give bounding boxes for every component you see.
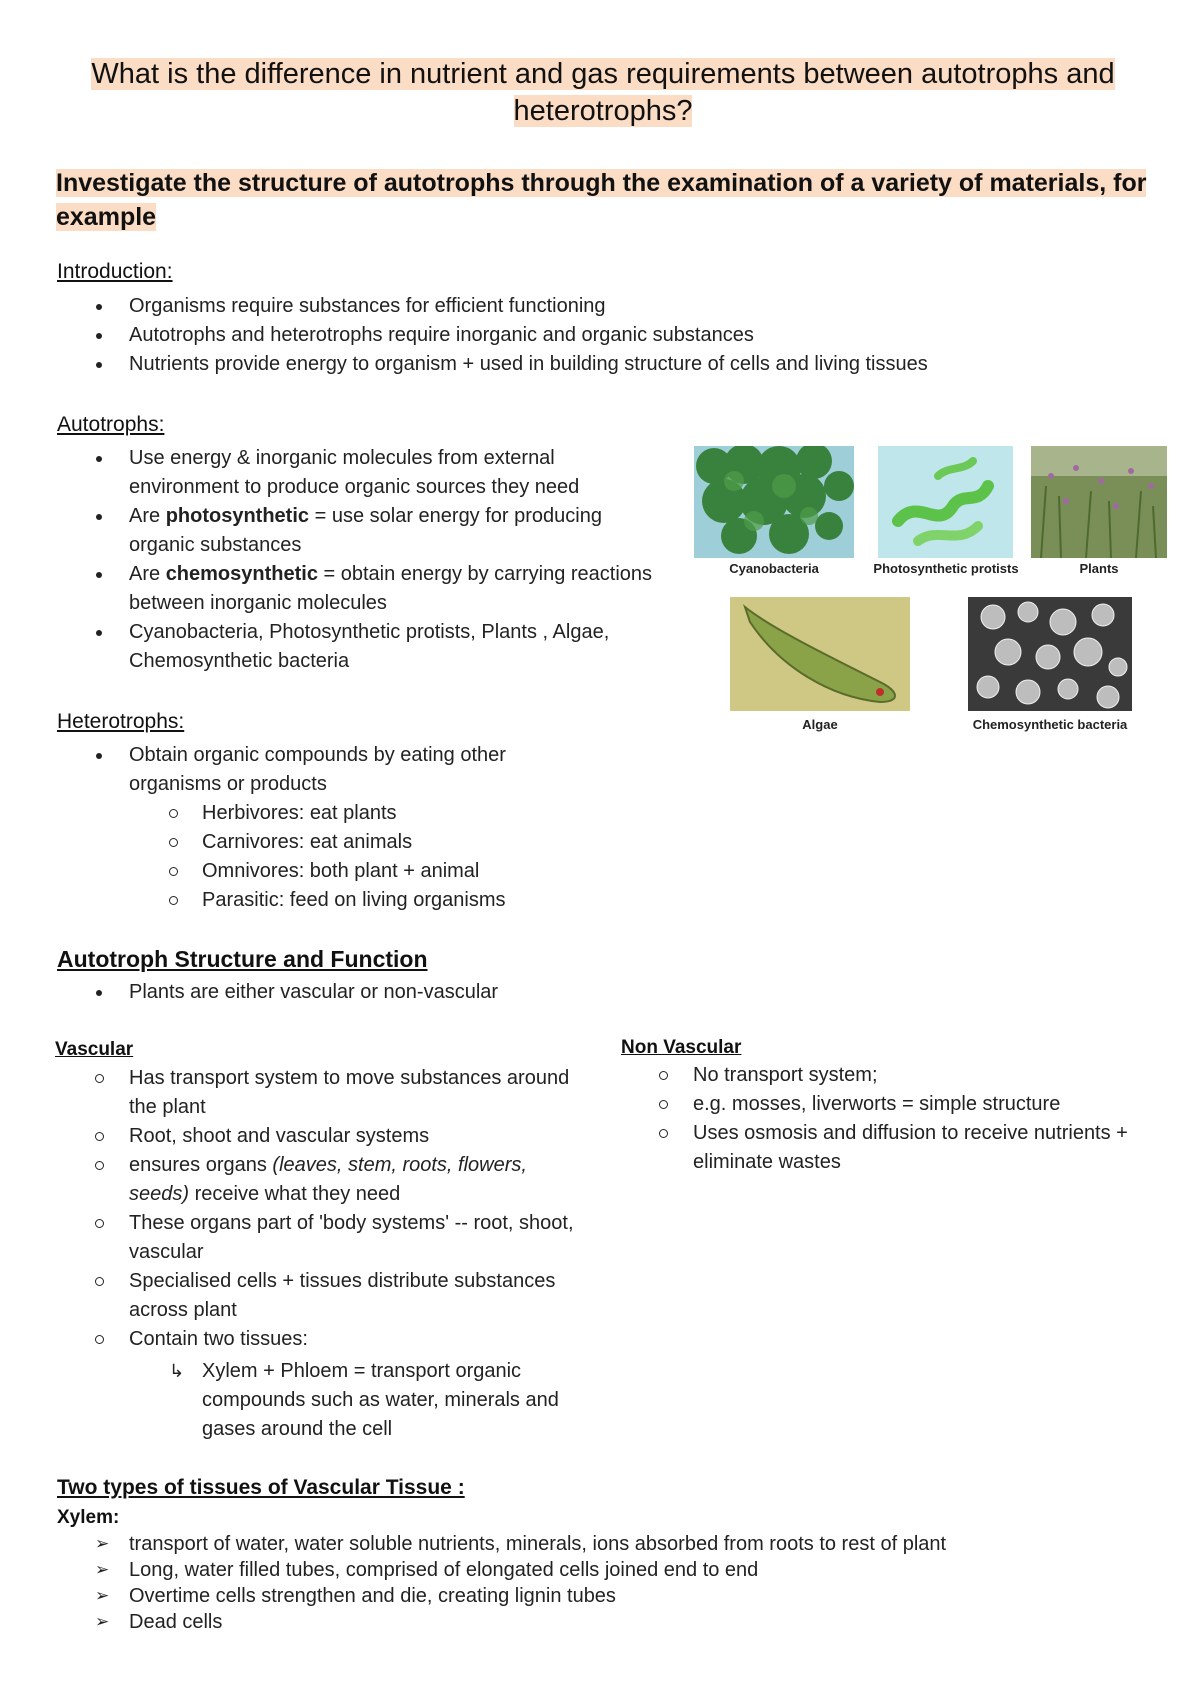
heterotrophs-list [57, 741, 577, 799]
list-item: Cyanobacteria, Photosynthetic protists, Plants , Algae, Chemosynthetic bacteria [57, 618, 667, 676]
cyanobacteria-photo [694, 446, 854, 558]
list-item: ➢ Overtime cells strengthen and die, creating lignin tubes [57, 1583, 1177, 1609]
xylem-label: Xylem: [57, 1507, 120, 1528]
page-title: What is the difference in nutrient and gas requirements between autotrophs and heterotrophs? [91, 58, 1115, 127]
heterotrophs-heading: Heterotrophs: [57, 710, 185, 733]
list-item: ensures organs (leaves, stem, roots, flowers, seeds) receive what they need [57, 1151, 587, 1209]
algae-photo [730, 597, 910, 711]
vascular-sublist [57, 1357, 617, 1444]
list-item: Parasitic: feed on living organisms [57, 886, 657, 915]
structure-heading: Autotroph Structure and Function [57, 946, 428, 972]
list-item: Use energy & inorganic molecules from external environment to produce organic sources they need [57, 444, 667, 502]
list-item: Autotrophs and heterotrophs require inorganic and organic substances [57, 321, 1157, 350]
list-item: ↳ Xylem + Phloem = transport organic compounds such as water, minerals and gases around the cell [57, 1357, 617, 1444]
vascular-list [57, 1064, 587, 1354]
algae-illustration [730, 597, 910, 711]
protists-illustration [878, 446, 1013, 558]
nonvascular-heading: Non Vascular [621, 1037, 742, 1058]
vascular-heading: Vascular [55, 1039, 134, 1060]
list-item: Root, shoot and vascular systems [57, 1122, 587, 1151]
list-item: ➢ transport of water, water soluble nutrients, minerals, ions absorbed from roots to rest of plant [57, 1531, 1177, 1557]
chemosynthetic-bacteria-photo [968, 597, 1132, 711]
list-item: These organs part of 'body systems' -- root, shoot, vascular [57, 1209, 587, 1267]
heterotrophs-sublist [57, 799, 657, 915]
list-item: No transport system; [621, 1061, 1141, 1090]
section-heading: Investigate the structure of autotrophs through the examination of a variety of materials, for example [56, 169, 1147, 231]
list-item: Organisms require substances for efficient functioning [57, 292, 1157, 321]
bacteria-illustration [968, 597, 1132, 711]
figure-caption: Chemosynthetic bacteria [972, 717, 1128, 732]
nonvascular-list [621, 1061, 1141, 1177]
list-item: Plants are either vascular or non-vascular [57, 978, 957, 1007]
plants-illustration [1031, 446, 1167, 558]
autotrophs-heading: Autotrophs: [57, 413, 165, 436]
plants-photo [1031, 446, 1167, 558]
list-item: Are chemosynthetic = obtain energy by carrying reactions between inorganic molecules [57, 560, 667, 618]
list-item: Specialised cells + tissues distribute substances across plant [57, 1267, 587, 1325]
introduction-heading: Introduction: [57, 260, 173, 283]
list-item: Carnivores: eat animals [57, 828, 657, 857]
figure-caption: Photosynthetic protists [873, 561, 1019, 576]
list-item: Has transport system to move substances around the plant [57, 1064, 587, 1122]
autotrophs-list [57, 444, 667, 676]
list-item: Contain two tissues: [57, 1325, 587, 1354]
list-item: Uses osmosis and diffusion to receive nutrients + eliminate wastes [621, 1119, 1141, 1177]
list-item: ➢ Long, water filled tubes, comprised of elongated cells joined end to end [57, 1557, 1177, 1583]
list-item: Obtain organic compounds by eating other organisms or products [57, 741, 577, 799]
photosynthetic-protists-photo [878, 446, 1013, 558]
list-item: Are photosynthetic = use solar energy for producing organic substances [57, 502, 667, 560]
tissues-heading: Two types of tissues of Vascular Tissue : [57, 1476, 465, 1499]
list-item: ➢ Dead cells [57, 1609, 1177, 1635]
figure-caption: Cyanobacteria [729, 561, 819, 576]
structure-list [57, 978, 957, 1007]
list-item: e.g. mosses, liverworts = simple structure [621, 1090, 1141, 1119]
figure-caption: Algae [802, 717, 838, 732]
xylem-list [57, 1531, 1177, 1635]
figure-caption: Plants [1079, 561, 1119, 576]
list-item: Omnivores: both plant + animal [57, 857, 657, 886]
list-item: Nutrients provide energy to organism + used in building structure of cells and living tissues [57, 350, 1157, 379]
introduction-list [57, 292, 1157, 379]
list-item: Herbivores: eat plants [57, 799, 657, 828]
cyanobacteria-illustration [694, 446, 854, 558]
